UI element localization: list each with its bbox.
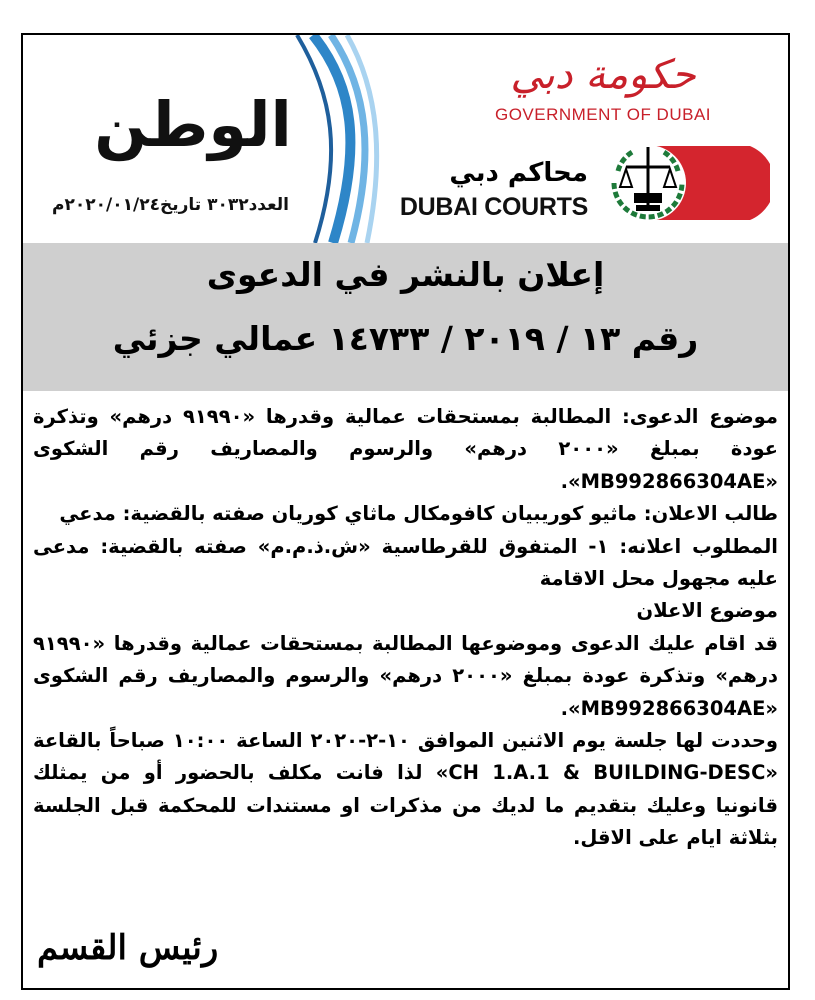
case-number: رقم ١٣ / ٢٠١٩ / ١٤٧٣٣ عمالي جزئي <box>112 319 699 358</box>
government-of-dubai-logo <box>478 45 728 125</box>
courts-en: DUBAI COURTS <box>399 193 588 221</box>
respondent: المطلوب اعلانه: ١- المتفوق للقرطاسية «ش.ذ.م.م» صفته بالقضية: مدعى عليه مجهول محل الاقامة <box>33 534 778 591</box>
issue-info: العدد٣٠٣٢ تاريخ٢٠٢٠/٠١/٢٤م <box>52 195 289 215</box>
dubai-courts-emblem-icon <box>600 141 770 225</box>
case-subject: موضوع الدعوى: المطالبة بمستحقات عمالية وقدرها «٩١٩٩٠ درهم» وتذكرة عودة بمبلغ «٢٠٠٠ درهم» والرسوم والمصاريف رقم الشكوى «MB992866304AE». <box>33 405 779 493</box>
dubai-courts-title <box>358 153 588 222</box>
newspaper-name: الوطن <box>94 88 292 161</box>
government-en: GOVERNMENT OF DUBAI <box>494 105 712 124</box>
notice-title: إعلان بالنشر في الدعوى <box>206 255 605 294</box>
signature: رئيس القسم <box>37 928 219 968</box>
government-ar: حكومة دبي <box>510 52 696 98</box>
announcement-frame <box>21 33 790 990</box>
requester: طالب الاعلان: ماثيو كوريبيان كافومكال ماثاي كوريان صفته بالقضية: مدعي <box>59 502 778 526</box>
notice-body <box>33 401 778 855</box>
header <box>23 35 788 243</box>
hearing-details: وحددت لها جلسة يوم الاثنين الموافق ١٠-٢-٢٠٢٠ الساعة ١٠:٠٠ صباحاً بالقاعة «CH 1.A.1 & BUILDING-DESC» لذا فانت مكلف بالحضور أو من يمثلك قانونيا وعليك بتقديم ما لديك من مذكرات او مستندات للمحكمة قبل الجلسة بثلاثة ايام على الاقل. <box>33 729 779 850</box>
courts-ar: محاكم دبي <box>449 158 588 188</box>
title-band <box>23 243 788 391</box>
notice-subject: قد اقام عليك الدعوى وموضوعها المطالبة بمستحقات عمالية وقدرها «٩١٩٩٠ درهم» وتذكرة عودة بمبلغ «٢٠٠٠ درهم» والرسوم والمصاريف رقم الشكوى «MB992866304AE». <box>33 631 778 720</box>
notice-heading: موضوع الاعلان <box>636 599 778 623</box>
newspaper-swoosh-icon <box>293 35 383 243</box>
